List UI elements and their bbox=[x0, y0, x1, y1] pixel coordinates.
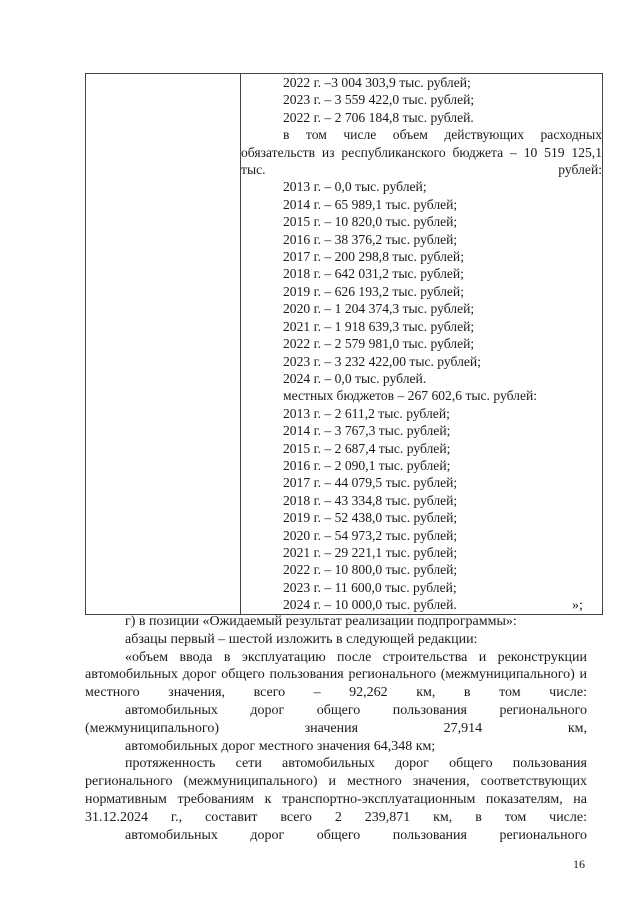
funding-line: 2019 г. – 52 438,0 тыс. рублей; bbox=[283, 510, 458, 526]
funding-line: 2022 г. – 10 800,0 тыс. рублей; bbox=[283, 562, 458, 578]
paragraph-regional-roads: автомобильных дорог общего пользования регионального (межмуниципального) значения 27,914 км, bbox=[85, 702, 587, 736]
paragraph-network-length: протяженность сети автомобильных дорог общего пользования регионального (межмуниципального) и местного значения, соответствующих нормативным требованиям к транспортно-эксплуатационным показателям, на 31.12.2024 г., составит всего 2 239,871 км, в том числе: bbox=[85, 756, 587, 825]
funding-line: 2024 г. – 0,0 тыс. рублей. bbox=[283, 370, 427, 386]
page-number: 16 bbox=[573, 857, 585, 871]
item-g-paragraph: г) в позиции «Ожидаемый результат реализации подпрограммы»: bbox=[125, 614, 517, 629]
funding-line: 2022 г. – 2 706 184,8 тыс. рублей. bbox=[283, 109, 474, 125]
funding-line: 2015 г. – 2 687,4 тыс. рублей; bbox=[283, 440, 451, 456]
subprogram-passport-table bbox=[85, 73, 603, 615]
obligations-intro: в том числе объем действующих расходных обязательств из республиканского бюджета – 10 519 125,1 тыс. рублей: bbox=[241, 127, 602, 178]
funding-line: 2016 г. – 2 090,1 тыс. рублей; bbox=[283, 457, 451, 473]
funding-line: 2022 г. –3 004 303,9 тыс. рублей; bbox=[283, 75, 471, 90]
funding-line: 2017 г. – 44 079,5 тыс. рублей; bbox=[283, 475, 458, 491]
table-right-cell bbox=[241, 74, 603, 615]
funding-line: 2020 г. – 1 204 374,3 тыс. рублей; bbox=[283, 301, 475, 317]
funding-line: 2018 г. – 43 334,8 тыс. рублей; bbox=[283, 492, 458, 508]
local-budget-intro: местных бюджетов – 267 602,6 тыс. рублей: bbox=[283, 388, 538, 404]
funding-line: 2021 г. – 1 918 639,3 тыс. рублей; bbox=[283, 318, 475, 334]
table-left-cell bbox=[86, 74, 241, 615]
funding-line: 2013 г. – 0,0 тыс. рублей; bbox=[283, 179, 427, 195]
funding-line: 2017 г. – 200 298,8 тыс. рублей; bbox=[283, 249, 464, 265]
funding-line: 2023 г. – 3 559 422,0 тыс. рублей; bbox=[283, 92, 475, 108]
body-text bbox=[85, 613, 587, 844]
paragraph-local-roads: автомобильных дорог местного значения 64,348 км; bbox=[125, 738, 436, 754]
funding-line: 2016 г. – 38 376,2 тыс. рублей; bbox=[283, 231, 458, 247]
funding-line: 2019 г. – 626 193,2 тыс. рублей; bbox=[283, 283, 464, 299]
funding-line: 2024 г. – 10 000,0 тыс. рублей. bbox=[283, 597, 457, 613]
instruction-paragraph: абзацы первый – шестой изложить в следующей редакции: bbox=[125, 631, 478, 647]
funding-line: 2023 г. – 3 232 422,00 тыс. рублей; bbox=[283, 353, 481, 369]
funding-line: 2013 г. – 2 611,2 тыс. рублей; bbox=[283, 405, 450, 421]
paragraph-commissioning: «объем ввода в эксплуатацию после строительства и реконструкции автомобильных дорог общего пользования регионального (межмуниципального) и местного значения, всего – 92,262 км, в том числе: bbox=[85, 649, 587, 701]
funding-line: 2020 г. – 54 973,2 тыс. рублей; bbox=[283, 527, 458, 543]
funding-line: 2014 г. – 3 767,3 тыс. рублей; bbox=[283, 423, 451, 439]
funding-line: 2018 г. – 642 031,2 тыс. рублей; bbox=[283, 266, 464, 282]
paragraph-regional-roads-continued: автомобильных дорог общего пользования регионального bbox=[125, 827, 587, 843]
funding-line: 2021 г. – 29 221,1 тыс. рублей; bbox=[283, 544, 458, 560]
closing-quote: »; bbox=[572, 598, 583, 613]
funding-line: 2022 г. – 2 579 981,0 тыс. рублей; bbox=[283, 336, 475, 352]
funding-line: 2023 г. – 11 600,0 тыс. рублей; bbox=[283, 579, 457, 595]
funding-line: 2015 г. – 10 820,0 тыс. рублей; bbox=[283, 214, 458, 230]
funding-line: 2014 г. – 65 989,1 тыс. рублей; bbox=[283, 196, 458, 212]
